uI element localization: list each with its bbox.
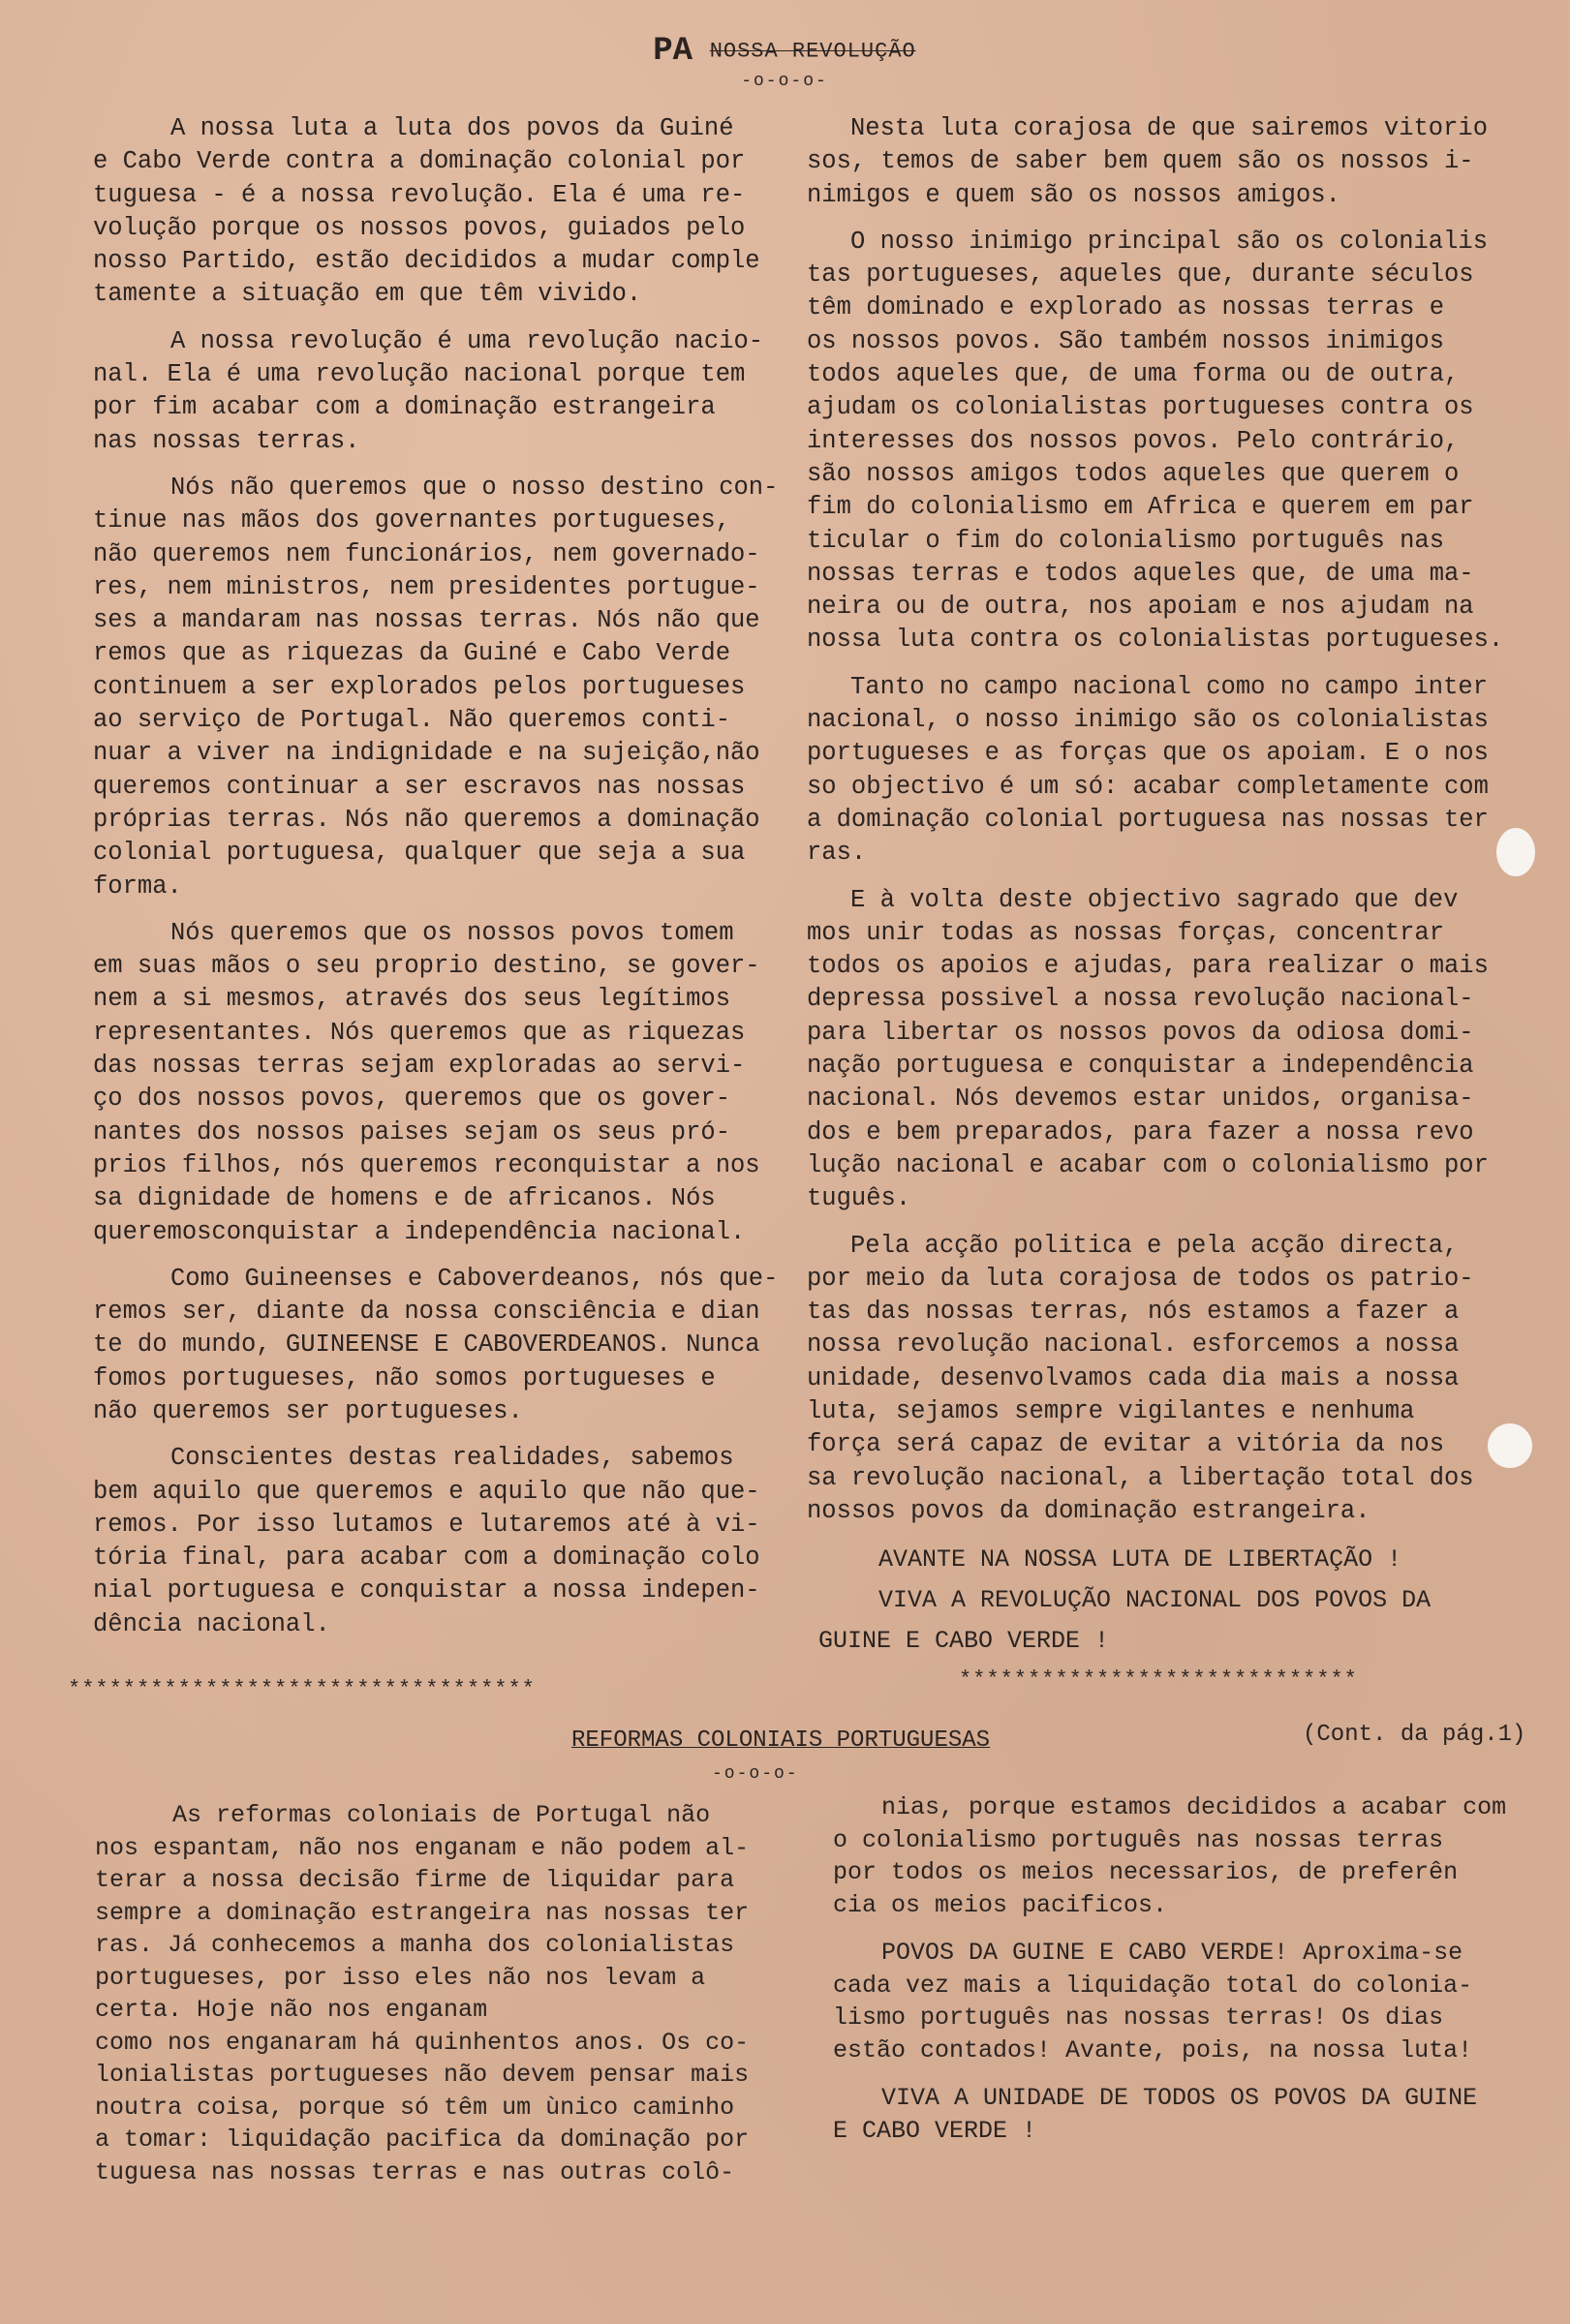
text-line: ao serviço de Portugal. Não queremos conti-: [93, 706, 731, 735]
slogan-line: AVANTE NA NOSSA LUTA DE LIBERTAÇÃO !: [878, 1545, 1402, 1574]
text-line: têm dominado e explorado as nossas terras e: [807, 293, 1445, 322]
text-line: em suas mãos o seu proprio destino, se gover-: [93, 952, 760, 981]
text-line: nem a si mesmos, através dos seus legítimos: [93, 985, 731, 1014]
slogan-line: GUINE E CABO VERDE !: [818, 1627, 1110, 1655]
text-line: Como Guineenses e Caboverdeanos, nós que-: [170, 1264, 779, 1293]
text-line: prios filhos, nós queremos reconquistar a nos: [93, 1150, 760, 1179]
text-line: A nossa luta a luta dos povos da Guiné: [170, 114, 734, 142]
text-line: A nossa revolução é uma revolução nacio-: [170, 326, 764, 355]
text-line: nal. Ela é uma revolução nacional porque tem: [93, 360, 746, 389]
text-line: certa. Hoje não nos enganam: [95, 1996, 488, 2024]
text-line: nuar a viver na indignidade e na sujeição,não: [93, 739, 760, 768]
text-line: todos aqueles que, de uma forma ou de outra,: [807, 360, 1460, 389]
page-title: NOSSA REVOLUÇÃO: [709, 39, 916, 64]
text-line: sa dignidade de homens e de africanos. Nós: [93, 1184, 716, 1213]
text-line: nias, porque estamos decididos a acabar com: [881, 1793, 1507, 1821]
text-line: os nossos povos. São também nossos inimigos: [807, 326, 1445, 355]
text-line: terar a nossa decisão firme de liquidar para: [95, 1866, 735, 1894]
text-line: Conscientes destas realidades, sabemos: [170, 1444, 734, 1473]
text-line: VIVA A UNIDADE DE TODOS OS POVOS DA GUINE: [881, 2084, 1478, 2112]
section-ornament: -o-o-o-: [712, 1764, 799, 1784]
text-line: continuem a ser explorados pelos portugueses: [93, 672, 746, 701]
paper-hole: [1488, 1423, 1532, 1468]
text-line: noutra coisa, porque só têm um ùnico caminho: [95, 2093, 735, 2122]
text-line: tuguesa - é a nossa revolução. Ela é uma re-: [93, 180, 746, 209]
text-line: a dominação colonial portuguesa nas nossas ter: [807, 805, 1489, 834]
text-line: nossos povos da dominação estrangeira.: [807, 1496, 1370, 1525]
text-line: para libertar os nossos povos da odiosa domi-: [807, 1018, 1474, 1047]
text-line: são nossos amigos todos aqueles que querem o: [807, 459, 1460, 488]
text-line: nação portuguesa e conquistar a independência: [807, 1052, 1474, 1081]
text-line: O nosso inimigo principal são os colonialis: [850, 227, 1489, 256]
text-line: remos. Por isso lutamos e lutaremos até à vi-: [93, 1510, 760, 1539]
text-line: luta, sejamos sempre vigilantes e nenhuma: [807, 1396, 1415, 1425]
title-ornament: -o-o-o-: [741, 72, 828, 91]
text-line: Nós não queremos que o nosso destino con-: [170, 473, 779, 502]
text-line: cada vez mais a liquidação total do colonia-: [833, 1971, 1473, 2000]
text-line: tas das nossas terras, nós estamos a fazer a: [807, 1298, 1460, 1327]
text-line: próprias terras. Nós não queremos a dominação: [93, 805, 760, 834]
text-line: colonial portuguesa, qualquer que seja a sua: [93, 839, 746, 868]
paragraph: [807, 226, 1543, 657]
text-line: nacional, o nosso inimigo são os colonialistas: [807, 706, 1489, 735]
page-header: [600, 33, 969, 91]
text-line: so objectivo é um só: acabar completamente com: [807, 772, 1489, 801]
text-line: ras.: [807, 839, 867, 868]
text-line: Nesta luta corajosa de que sairemos vitorio: [850, 114, 1489, 142]
section-left-column: [95, 1799, 749, 2188]
text-line: sa revolução nacional, a libertação total dos: [807, 1463, 1474, 1492]
text-line: As reformas coloniais de Portugal não: [172, 1801, 711, 1829]
text-line: tamente a situação em que têm vivido.: [93, 280, 642, 309]
left-column: [93, 112, 810, 1655]
text-line: unidade, desenvolvamos cada dia mais a nossa: [807, 1363, 1460, 1392]
text-line: remos que as riquezas da Guiné e Cabo Verde: [93, 639, 731, 668]
paragraph: [807, 1230, 1543, 1529]
divider-stars-left: **********************************: [68, 1677, 536, 1701]
paragraph: [93, 112, 810, 312]
paragraph: [833, 2082, 1506, 2147]
text-line: nos espantam, não nos enganam e não podem al-: [95, 1833, 750, 1862]
section-title: REFORMAS COLONIAIS PORTUGUESAS: [571, 1728, 991, 1754]
text-line: não queremos nem funcionários, nem governado-: [93, 539, 760, 568]
text-line: tas portugueses, aqueles que, durante séculos: [807, 260, 1474, 290]
text-line: tuguês.: [807, 1184, 911, 1213]
text-line: ticular o fim do colonialismo português nas: [807, 526, 1445, 555]
text-line: E CABO VERDE !: [833, 2116, 1037, 2145]
text-line: portugueses e as forças que os apoiam. E o nos: [807, 739, 1489, 768]
text-line: forma.: [93, 872, 182, 901]
text-line: tória final, para acabar com a dominação colo: [93, 1544, 760, 1573]
divider-stars-right: *****************************: [959, 1667, 1358, 1692]
right-column: [807, 112, 1543, 1542]
text-line: ras. Já conhecemos a manha dos colonialistas: [95, 1931, 735, 1959]
text-line: a tomar: liquidação pacifica da dominação por: [95, 2125, 750, 2154]
text-line: ço dos nossos povos, queremos que os gover-: [93, 1085, 731, 1114]
text-line: tinue nas mãos dos governantes portugueses,: [93, 506, 731, 535]
paragraph: [807, 112, 1543, 212]
text-line: nossa revolução nacional. esforcemos a nossa: [807, 1330, 1460, 1360]
text-line: ajudam os colonialistas portugueses contra os: [807, 393, 1474, 422]
paragraph: [93, 1263, 810, 1428]
text-line: queremosconquistar a independência nacional.: [93, 1217, 746, 1246]
text-line: lonialistas portugueses não devem pensar mais: [95, 2061, 750, 2089]
text-line: representantes. Nós queremos que as riquezas: [93, 1018, 746, 1047]
party-logo: PA: [653, 33, 693, 70]
text-line: nossa luta contra os colonialistas portugueses.: [807, 626, 1504, 655]
text-line: tuguesa nas nossas terras e nas outras colô-: [95, 2157, 735, 2186]
text-line: e Cabo Verde contra a dominação colonial por: [93, 147, 746, 176]
text-line: nial portuguesa e conquistar a nossa indepen-: [93, 1576, 760, 1605]
text-line: cia os meios pacificos.: [833, 1890, 1168, 1919]
text-line: Pela acção politica e pela acção directa,: [850, 1231, 1459, 1260]
paragraph: [833, 1937, 1506, 2066]
section-right-column: [833, 1791, 1506, 2162]
text-line: E à volta deste objectivo sagrado que dev: [850, 885, 1459, 914]
text-line: todos os apoios e ajudas, para realizar o mais: [807, 952, 1489, 981]
text-line: Nós queremos que os nossos povos tomem: [170, 918, 734, 947]
text-line: sos, temos de saber bem quem são os nossos i-: [807, 147, 1474, 176]
paragraph: [833, 1791, 1506, 1921]
text-line: das nossas terras sejam exploradas ao servi-: [93, 1052, 746, 1081]
text-line: sempre a dominação estrangeira nas nossas ter: [95, 1898, 750, 1927]
paragraph: [93, 1442, 810, 1641]
text-line: Tanto no campo nacional como no campo inter: [850, 672, 1489, 701]
paragraph: [807, 884, 1543, 1216]
text-line: nacional. Nós devemos estar unidos, organisa-: [807, 1085, 1474, 1114]
text-line: força será capaz de evitar a vitória da nos: [807, 1430, 1445, 1459]
text-line: interesses dos nossos povos. Pelo contrário,: [807, 426, 1460, 455]
text-line: dência nacional.: [93, 1609, 330, 1638]
text-line: lismo português nas nossas terras! Os dias: [833, 2003, 1444, 2032]
text-line: nas nossas terras.: [93, 426, 360, 455]
text-line: mos unir todas as nossas forças, concentrar: [807, 918, 1445, 947]
text-line: como nos enganaram há quinhentos anos. Os co-: [95, 2028, 750, 2057]
text-line: estão contados! Avante, pois, na nossa luta!: [833, 2035, 1473, 2064]
text-line: o colonialismo português nas nossas terras: [833, 1825, 1444, 1854]
text-line: lução nacional e acabar com o colonialismo por: [807, 1150, 1489, 1179]
paragraph: [93, 325, 810, 458]
paragraph: [807, 671, 1543, 871]
text-line: dos e bem preparados, para fazer a nossa revo: [807, 1117, 1474, 1147]
slogan-line: VIVA A REVOLUÇÃO NACIONAL DOS POVOS DA: [878, 1586, 1431, 1614]
text-line: por todos os meios necessarios, de preferên: [833, 1858, 1459, 1886]
text-line: por meio da luta corajosa de todos os patrio-: [807, 1264, 1474, 1293]
text-line: neira ou de outra, nos apoiam e nos ajudam na: [807, 593, 1474, 622]
text-line: te do mundo, GUINEENSE E CABOVERDEANOS. Nunca: [93, 1330, 760, 1360]
text-line: remos ser, diante da nossa consciência e dian: [93, 1298, 760, 1327]
continuation-note: (Cont. da pág.1): [1303, 1722, 1526, 1748]
text-line: não queremos ser portugueses.: [93, 1396, 523, 1425]
text-line: nimigos e quem são os nossos amigos.: [807, 180, 1340, 209]
text-line: bem aquilo que queremos e aquilo que não que-: [93, 1477, 760, 1506]
slogans-block: [818, 1540, 1431, 1662]
text-line: portugueses, por isso eles não nos levam a: [95, 1963, 706, 1992]
text-line: nossas terras e todos aqueles que, de uma ma-: [807, 559, 1474, 588]
text-line: depressa possivel a nossa revolução nacional-: [807, 985, 1474, 1014]
text-line: por fim acabar com a dominação estrangeira: [93, 393, 716, 422]
text-line: queremos continuar a ser escravos nas nossas: [93, 772, 746, 801]
text-line: fomos portugueses, não somos portugueses e: [93, 1363, 716, 1392]
paragraph: [93, 917, 810, 1249]
paper-hole: [1496, 828, 1535, 876]
text-line: nantes dos nossos paises sejam os seus pró-: [93, 1117, 731, 1147]
paragraph: [93, 472, 810, 903]
text-line: res, nem ministros, nem presidentes portugue-: [93, 572, 760, 601]
text-line: fim do colonialismo em Africa e querem em par: [807, 493, 1474, 522]
text-line: ses a mandaram nas nossas terras. Nós não que: [93, 606, 760, 635]
text-line: nosso Partido, estão decididos a mudar comple: [93, 247, 760, 276]
text-line: POVOS DA GUINE E CABO VERDE! Aproxima-se: [881, 1939, 1463, 1967]
text-line: volução porque os nossos povos, guiados pelo: [93, 213, 746, 242]
